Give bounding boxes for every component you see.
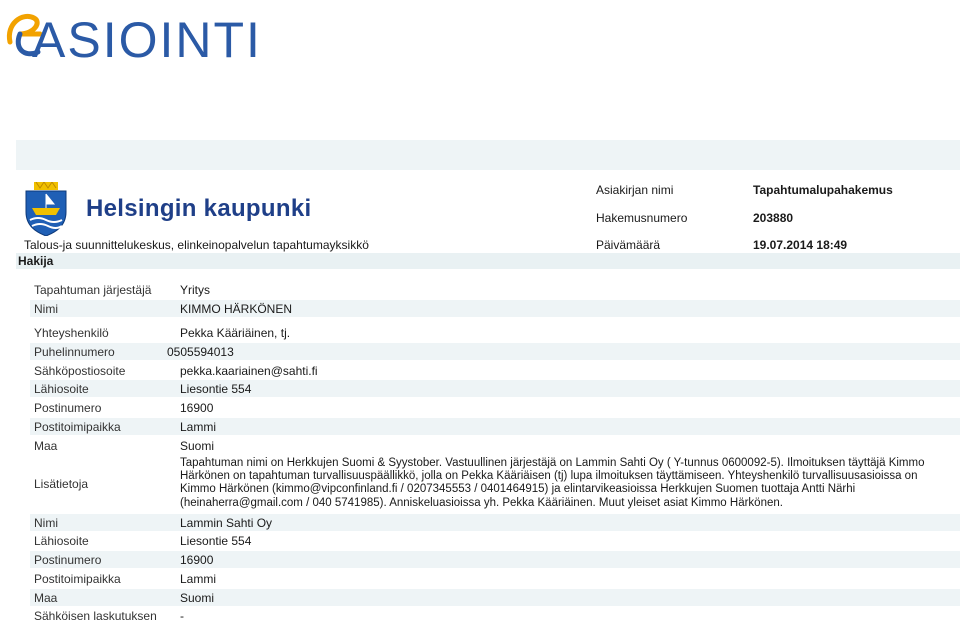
city-name: Helsingin kaupunki [86,195,312,222]
field-label: Maa [34,439,58,453]
billing-row-name [30,514,960,531]
billing-row-einvoice [30,607,960,624]
field-value: Suomi [180,591,215,605]
field-value: Liesontie 554 [180,382,252,396]
applicant-row-postal-code [30,399,960,416]
applicant-row-city [30,418,960,435]
billing-row-address [30,532,960,549]
application-number-value: 203880 [753,211,794,225]
field-label: Lähiosoite [34,382,89,396]
field-value: pekka.kaariainen@sahti.fi [180,364,318,378]
document-name-value: Tapahtumalupahakemus [753,183,893,197]
department-name: Talous-ja suunnittelukeskus, elinkeinopalvelun tapahtumayksikkö [24,238,369,252]
field-value: Lammi [180,420,217,434]
field-label: Sähköisen laskutuksen [34,609,157,623]
application-number-label: Hakemusnumero [596,211,688,225]
field-value: 16900 [180,401,214,415]
applicant-row-contact [30,324,960,341]
applicant-row-country [30,437,960,454]
date-label: Päivämäärä [596,238,661,252]
field-label: Yhteyshenkilö [34,326,109,340]
billing-row-postal-code [30,551,960,568]
field-value: Yritys [180,283,210,297]
field-label: Postitoimipaikka [34,572,121,586]
field-value: - [180,609,184,623]
field-value: Lammin Sahti Oy [180,516,273,530]
additional-info-label: Lisätietoja [34,477,89,491]
helsinki-crest-icon [22,182,70,236]
field-value: Suomi [180,439,215,453]
header-band [16,140,960,170]
applicant-row-name [30,300,960,317]
section-header-applicant [16,253,960,269]
applicant-row-organizer [30,281,960,298]
field-label: Nimi [34,516,58,530]
field-label: Lähiosoite [34,534,89,548]
easiointi-logo [4,4,262,68]
field-label: Postinumero [34,401,102,415]
field-label: Tapahtuman järjestäjä [34,283,152,297]
additional-info-text: Tapahtuman nimi on Herkkujen Suomi & Syystober. Vastuullinen järjestäjä on Lammin Sahti Oy ( Y-tunnus 0600092-5). Ilmoituksen täyttäjä Kimmo Härkönen on tapahtuman turvallisuuspäällikkö, jolla on Pekka Kääriäisen (tj) lupa ilmoituksen täyttämiseen. Yhteyshenkilö turvallisuusasioissa on Kimmo Härkönen (kimmo@vipconfinland.fi / 0207345553 / 0401464915) ja elintarvikeasioissa Herkkujen Suomen tuottaja Antti Närhi (heinaherra@gmail.com / 040 5741985). Anniskeluasioissa yh. Pekka Kääriäinen. Muut yleiset asiat Kimmo Härkönen. [180,457,925,509]
section-title: Hakija [18,254,54,268]
field-label: Maa [34,591,58,605]
field-label: Postinumero [34,553,102,567]
field-value: Liesontie 554 [180,534,252,548]
easiointi-brand-text: ASIOINTI [32,12,262,68]
field-value: KIMMO HÄRKÖNEN [180,302,293,316]
field-value: 16900 [180,553,214,567]
field-value: 0505594013 [167,345,234,359]
billing-row-country [30,589,960,606]
applicant-row-phone [30,343,960,360]
field-value: Pekka Kääriäinen, tj. [180,326,291,340]
applicant-row-address [30,380,960,397]
billing-row-city [30,570,960,587]
field-label: Nimi [34,302,58,316]
document-name-label: Asiakirjan nimi [596,183,674,197]
field-label: Sähköpostiosoite [34,364,126,378]
applicant-row-email [30,362,960,379]
field-label: Puhelinnumero [34,345,115,359]
field-value: Lammi [180,572,217,586]
field-label: Postitoimipaikka [34,420,121,434]
date-value: 19.07.2014 18:49 [753,238,848,252]
